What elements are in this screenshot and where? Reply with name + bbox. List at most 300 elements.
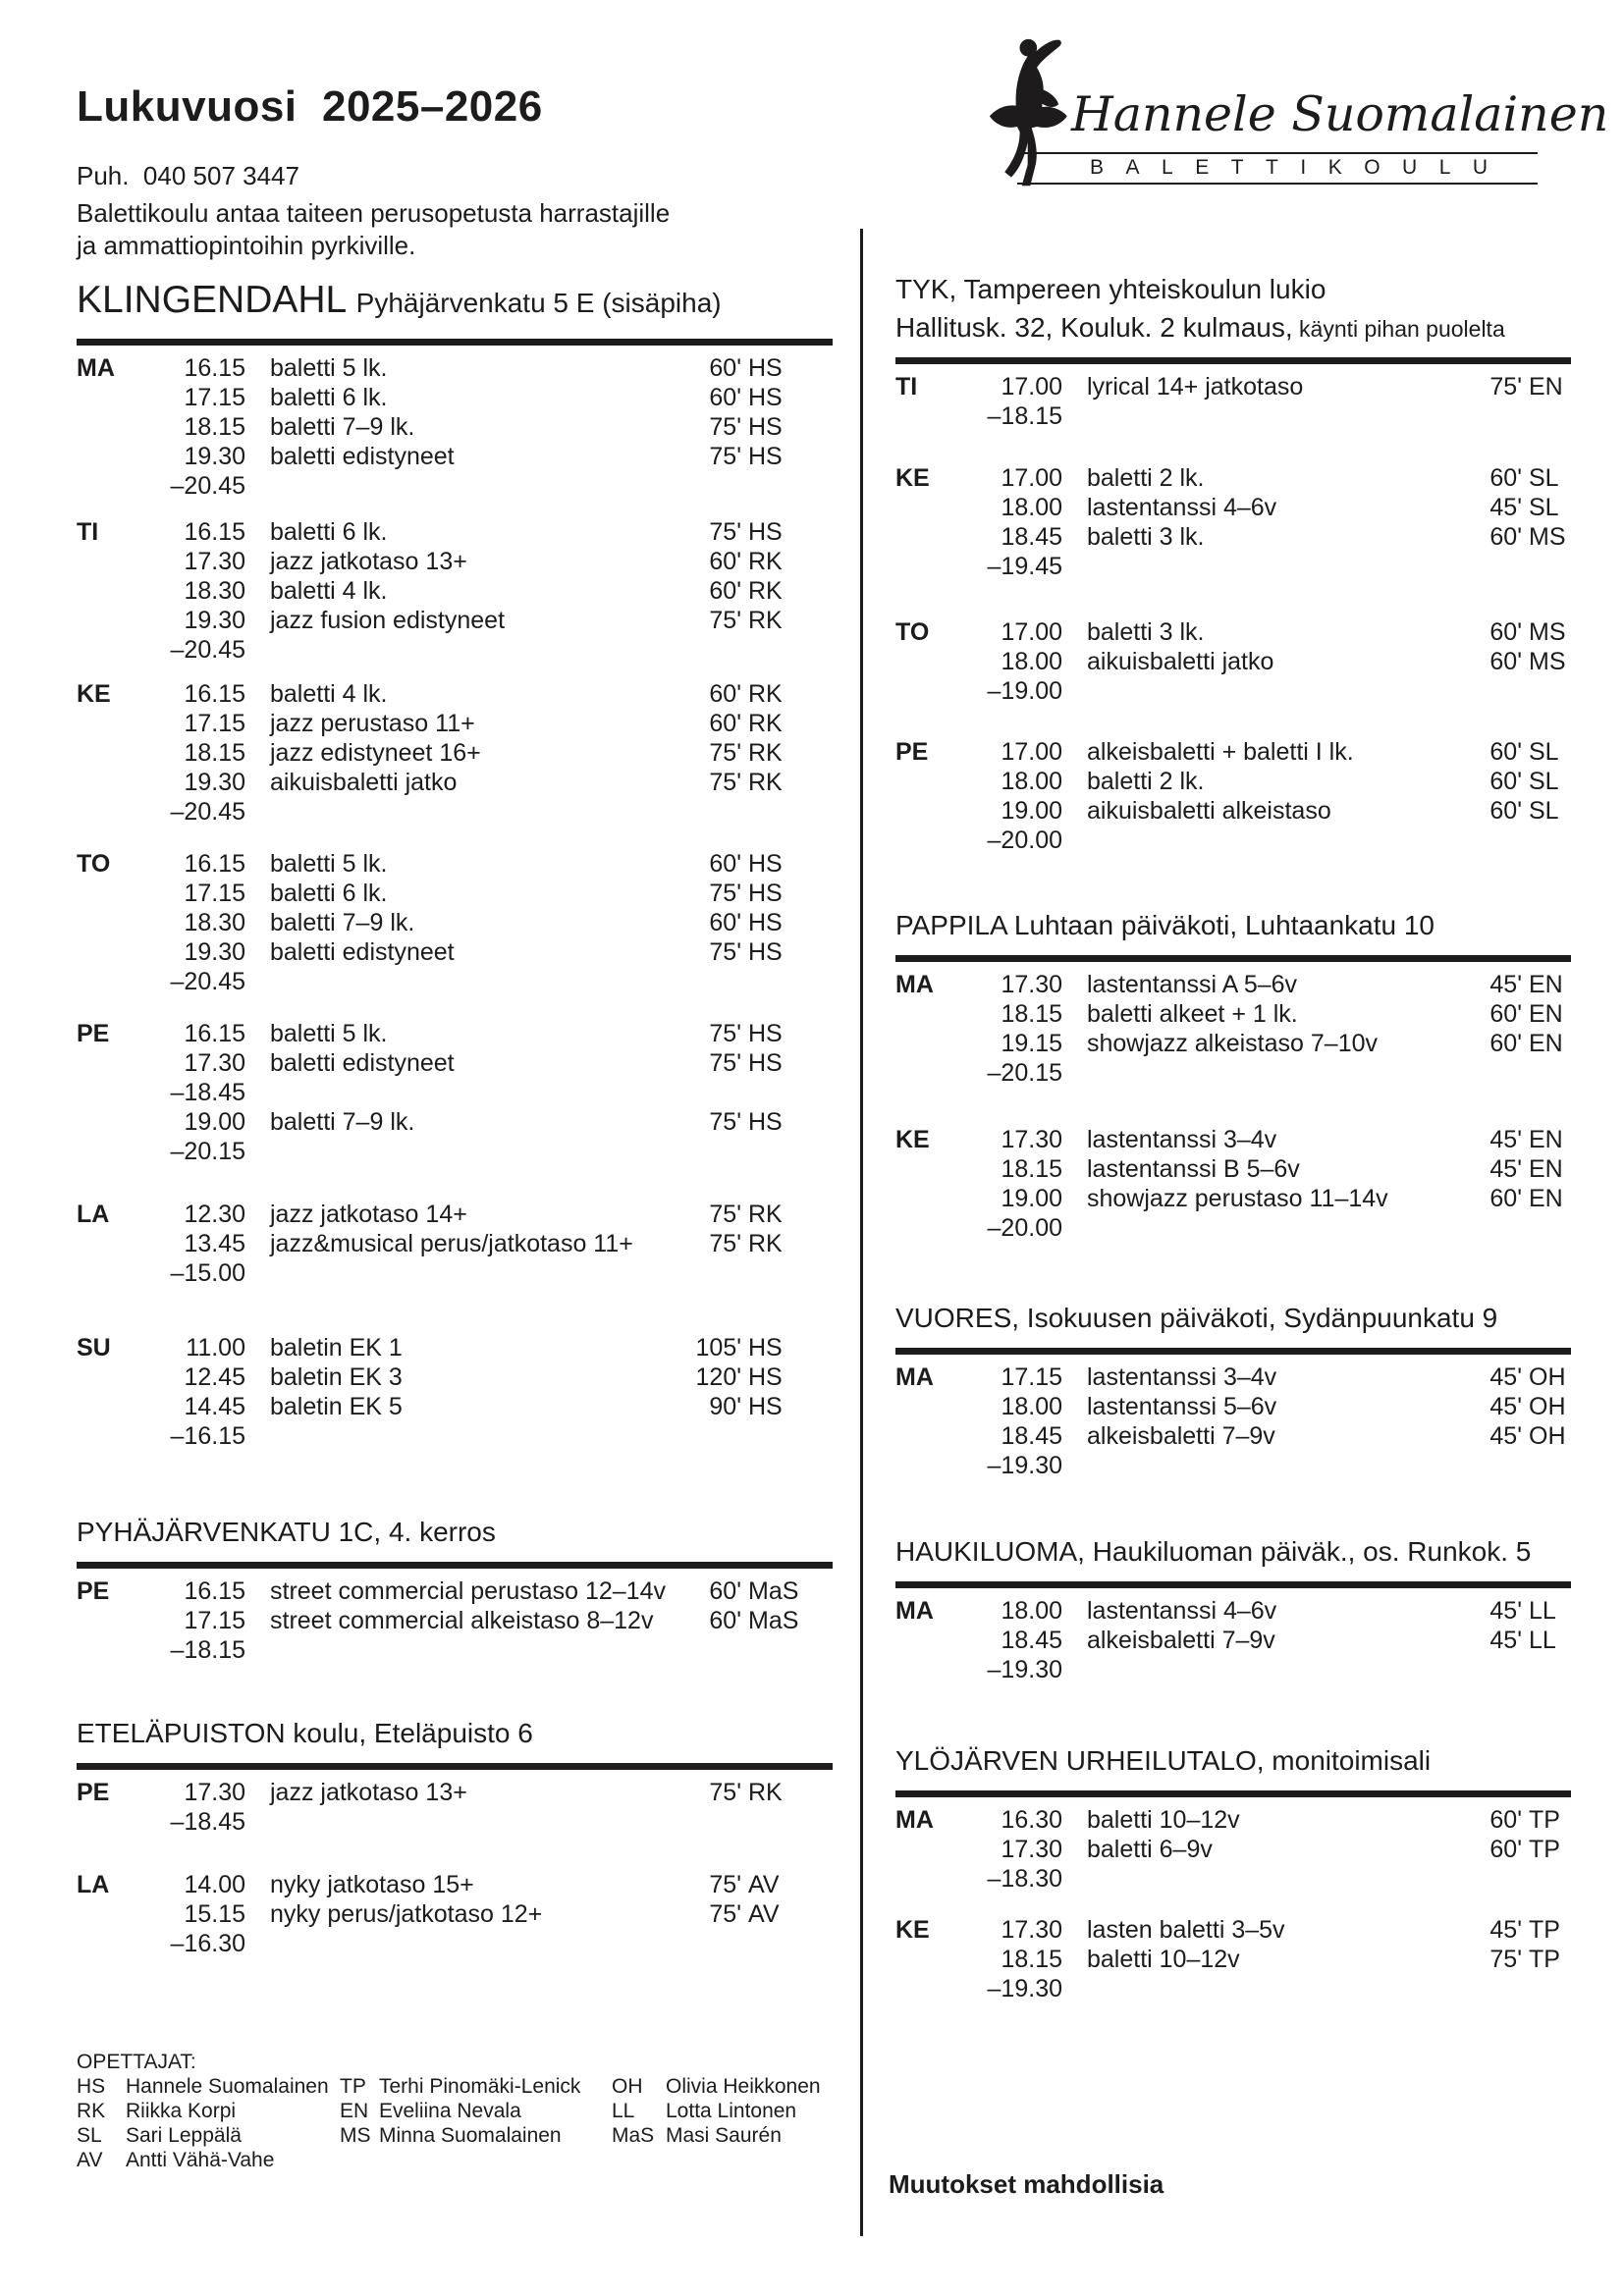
class-time: –20.45 <box>170 636 245 664</box>
day-label: MA <box>895 1363 934 1391</box>
class-row <box>895 1154 1563 1184</box>
section-title <box>895 1302 1571 1340</box>
class-time: 17.15 <box>184 880 245 907</box>
class-name: baletti edistyneet <box>270 1049 455 1077</box>
class-duration <box>1461 826 1522 855</box>
day-label <box>77 908 128 937</box>
school-description <box>77 197 670 262</box>
day-block-su <box>77 1333 833 1451</box>
class-name: lastentanssi 5–6v <box>1087 1393 1277 1420</box>
class-name <box>245 471 680 501</box>
teacher-row <box>612 2074 821 2099</box>
day-label <box>895 826 945 855</box>
class-duration <box>680 1929 741 1958</box>
class-name: baletti 7–9 lk. <box>270 909 415 936</box>
day-label <box>895 522 945 552</box>
teacher-code: HS <box>748 850 783 878</box>
teacher-code: RK <box>748 769 783 796</box>
class-row <box>77 709 785 738</box>
teacher-name: Lotta Lintonen <box>666 2100 797 2122</box>
class-duration <box>1461 676 1522 706</box>
teacher-code: EN <box>1529 1126 1563 1153</box>
end-time-row <box>895 1213 1563 1243</box>
class-duration: 75' <box>709 769 741 796</box>
class-time: 18.00 <box>1001 1393 1062 1420</box>
teachers-columns <box>77 2074 842 2182</box>
teacher-code: EN <box>1529 1155 1563 1183</box>
phone-line: Puh. 040 507 3447 <box>77 161 299 190</box>
teacher-code: HS <box>748 1334 783 1362</box>
day-list <box>77 1770 833 1958</box>
section-title <box>895 1744 1571 1783</box>
section-pappila <box>895 909 1571 1243</box>
class-duration: 45' <box>1489 1155 1522 1183</box>
class-name <box>245 1258 680 1288</box>
teacher-row <box>612 2099 821 2123</box>
day-label: TO <box>77 850 111 878</box>
day-label <box>895 1184 945 1213</box>
teacher-code: LL <box>1529 1597 1556 1625</box>
day-label <box>77 1392 128 1421</box>
class-row <box>77 1048 785 1078</box>
teacher-code: RK <box>748 1201 783 1228</box>
class-duration: 60' <box>1489 1836 1522 1863</box>
class-time: –15.00 <box>170 1259 245 1287</box>
teacher-row <box>77 2148 329 2172</box>
class-name: aikuisbaletti jatko <box>1087 648 1274 675</box>
teacher-name: Masi Saurén <box>666 2124 782 2147</box>
teachers-section <box>77 2050 842 2182</box>
class-time: 13.45 <box>184 1230 245 1257</box>
teacher-code: HS <box>748 938 783 966</box>
class-name: street commercial perustaso 12–14v <box>270 1577 666 1605</box>
day-block-ti <box>895 372 1571 431</box>
class-duration: 60' <box>1489 1030 1522 1057</box>
class-time: 18.45 <box>1001 1422 1062 1450</box>
section-rule <box>895 1348 1571 1355</box>
end-time-row <box>77 967 785 996</box>
day-label <box>77 709 128 738</box>
class-time: 17.15 <box>184 710 245 737</box>
day-label <box>77 442 128 471</box>
teachers-column <box>612 2074 821 2148</box>
section-title <box>77 1717 833 1755</box>
class-name: baletti 4 lk. <box>270 680 388 708</box>
class-name <box>245 1421 680 1451</box>
class-name <box>1062 1974 1461 2003</box>
class-name: lastentanssi 3–4v <box>1087 1363 1277 1391</box>
teacher-code: TP <box>1529 1946 1560 1973</box>
class-name: baletti 6 lk. <box>270 518 388 546</box>
section-title <box>895 273 1571 349</box>
class-time: 19.00 <box>184 1108 245 1136</box>
teacher-code: MaS <box>748 1607 799 1634</box>
class-duration: 75' <box>709 1108 741 1136</box>
class-row <box>77 1392 785 1421</box>
class-row <box>77 849 785 879</box>
day-block-ma <box>895 1805 1571 1894</box>
teacher-code: RK <box>77 2100 106 2122</box>
teacher-code: MaS <box>748 1577 799 1605</box>
class-time: 17.00 <box>1001 373 1062 400</box>
day-block-pe <box>77 1576 833 1665</box>
class-time: 19.30 <box>184 607 245 634</box>
class-time: –19.30 <box>987 1975 1062 2002</box>
class-time: –18.15 <box>987 402 1062 430</box>
day-label: TO <box>895 618 930 646</box>
class-row <box>895 647 1566 676</box>
end-time-row <box>895 676 1563 706</box>
class-duration <box>680 1078 741 1107</box>
class-duration <box>1461 1655 1522 1684</box>
teacher-code: HS <box>77 2075 106 2098</box>
teacher-code: EN <box>340 2100 369 2122</box>
class-time: 17.30 <box>184 1779 245 1806</box>
class-time: 18.00 <box>1001 768 1062 795</box>
class-duration: 60' <box>1489 464 1522 492</box>
section-rule <box>895 357 1571 364</box>
class-duration: 75' <box>709 1871 741 1898</box>
class-time: 18.15 <box>1001 1000 1062 1028</box>
class-row <box>77 606 785 635</box>
teacher-code <box>741 797 785 827</box>
teacher-name: Riikka Korpi <box>126 2100 237 2122</box>
class-duration <box>1461 1213 1522 1243</box>
teacher-code <box>1522 401 1563 431</box>
footer-note: Muutokset mahdollisia <box>889 2169 1164 2199</box>
class-duration: 60' <box>709 909 741 936</box>
class-row <box>77 576 785 606</box>
class-name: baletin EK 3 <box>270 1363 403 1391</box>
teacher-code: RK <box>748 739 783 767</box>
class-time: 18.45 <box>1001 523 1062 551</box>
teacher-code: EN <box>1529 1000 1563 1028</box>
class-time: 16.15 <box>184 850 245 878</box>
teacher-code: OH <box>1529 1393 1566 1420</box>
end-time-row <box>895 552 1563 581</box>
class-time: 18.15 <box>184 739 245 767</box>
teacher-code <box>741 471 785 501</box>
day-label: PE <box>895 738 929 766</box>
section-rule <box>895 1581 1571 1588</box>
class-duration: 75' <box>709 1201 741 1228</box>
teacher-code: AV <box>77 2149 103 2171</box>
day-label <box>77 1421 128 1451</box>
class-duration: 60' <box>1489 1000 1522 1028</box>
day-label <box>895 796 945 826</box>
day-label <box>895 1974 945 2003</box>
class-name: baletti 6 lk. <box>270 384 388 411</box>
class-time: –18.45 <box>170 1079 245 1106</box>
day-label: KE <box>895 1126 930 1153</box>
day-block-pe <box>895 737 1571 855</box>
class-time: 17.30 <box>184 1049 245 1077</box>
class-time: 11.00 <box>186 1334 245 1362</box>
class-duration: 75' <box>709 518 741 546</box>
class-duration <box>680 797 741 827</box>
class-duration: 60' <box>709 354 741 382</box>
class-duration: 75' <box>709 880 741 907</box>
day-label <box>895 1421 945 1451</box>
class-name: nyky jatkotaso 15+ <box>270 1871 474 1898</box>
day-label <box>77 412 128 442</box>
day-label: KE <box>77 680 111 708</box>
day-list <box>895 1355 1571 1480</box>
day-label: LA <box>77 1201 110 1228</box>
class-name <box>1062 1864 1461 1894</box>
class-duration <box>1461 552 1522 581</box>
class-name: lastentanssi A 5–6v <box>1087 971 1298 998</box>
day-label <box>895 999 945 1029</box>
class-row <box>895 1945 1563 1974</box>
day-label <box>895 1451 945 1480</box>
class-duration: 75' <box>709 1779 741 1806</box>
class-time: 16.15 <box>184 680 245 708</box>
day-label <box>77 1107 128 1137</box>
class-duration: 60' <box>1489 738 1522 766</box>
class-row <box>77 738 785 768</box>
section-rule <box>895 955 1571 962</box>
class-time: 18.15 <box>184 413 245 441</box>
class-time: –20.00 <box>987 1214 1062 1242</box>
section-title <box>77 278 833 331</box>
teacher-code: TP <box>1529 1806 1560 1834</box>
teacher-code: MS <box>340 2124 371 2147</box>
class-time: 16.30 <box>1001 1806 1062 1834</box>
teacher-code <box>1522 1864 1563 1894</box>
day-block-ke <box>895 1915 1571 2003</box>
day-label <box>895 1626 945 1655</box>
class-duration: 120' <box>695 1363 741 1391</box>
teacher-code: HS <box>748 384 783 411</box>
class-name: street commercial alkeistaso 8–12v <box>270 1607 654 1634</box>
class-duration: 75' <box>709 1900 741 1928</box>
end-time-row <box>77 1929 785 1958</box>
teacher-code: HS <box>748 354 783 382</box>
day-label: PE <box>77 1779 110 1806</box>
class-duration <box>680 1635 741 1665</box>
class-time: 17.30 <box>1001 1126 1062 1153</box>
class-name <box>1062 552 1461 581</box>
day-label: MA <box>895 971 934 998</box>
day-list <box>77 346 833 1451</box>
section-rule <box>77 1562 833 1569</box>
description-line-1: Balettikoulu antaa taiteen perusopetusta harrastajille <box>77 198 671 228</box>
teacher-row <box>77 2074 329 2099</box>
section-etelapuiston <box>77 1717 833 1958</box>
ballerina-icon <box>987 37 1071 192</box>
teacher-code <box>741 967 785 996</box>
day-label <box>77 471 128 501</box>
class-row <box>895 737 1563 767</box>
class-row <box>77 547 785 576</box>
day-label <box>895 647 945 676</box>
class-time: 12.45 <box>184 1363 245 1391</box>
day-label <box>77 1929 128 1958</box>
class-duration <box>680 967 741 996</box>
class-time: 17.15 <box>1001 1363 1062 1391</box>
day-label <box>895 1392 945 1421</box>
class-row <box>895 970 1563 999</box>
class-time: 18.30 <box>184 909 245 936</box>
class-name: baletti 5 lk. <box>270 850 388 878</box>
class-time: 18.15 <box>1001 1946 1062 1973</box>
class-duration <box>680 1807 741 1837</box>
teacher-code: EN <box>1529 373 1563 400</box>
section-vuores <box>895 1302 1571 1480</box>
class-duration: 75' <box>709 1020 741 1047</box>
day-label <box>77 1229 128 1258</box>
class-row <box>77 1606 799 1635</box>
class-duration: 75' <box>709 938 741 966</box>
class-name: baletin EK 5 <box>270 1393 403 1420</box>
teacher-code <box>1522 1058 1563 1088</box>
class-row <box>77 517 785 547</box>
class-row <box>77 442 785 471</box>
day-label <box>77 1078 128 1107</box>
teacher-code: RK <box>748 680 783 708</box>
teacher-code: SL <box>1529 464 1559 492</box>
day-block-to <box>77 849 833 996</box>
day-label <box>77 1048 128 1078</box>
class-row <box>895 1029 1563 1058</box>
day-label <box>895 1154 945 1184</box>
day-block-pe <box>77 1019 833 1166</box>
teacher-code: HS <box>748 1363 783 1391</box>
class-time: 12.30 <box>184 1201 245 1228</box>
class-name: nyky perus/jatkotaso 12+ <box>270 1900 543 1928</box>
day-block-ke <box>895 463 1571 581</box>
end-time-row <box>77 1421 785 1451</box>
school-logo <box>987 35 1609 197</box>
class-name: alkeisbaletti 7–9v <box>1087 1627 1275 1654</box>
teacher-code: RK <box>748 710 783 737</box>
section-title-line: PYHÄJÄRVENKATU 1C, 4. kerros <box>77 1517 496 1547</box>
teacher-row <box>340 2074 580 2099</box>
teacher-code: SL <box>1529 738 1559 766</box>
class-name: lasten baletti 3–5v <box>1087 1916 1285 1944</box>
class-duration: 75' <box>709 739 741 767</box>
teacher-code <box>741 1078 785 1107</box>
day-block-la <box>77 1870 833 1958</box>
day-block-ke <box>895 1125 1571 1243</box>
teacher-code <box>1522 676 1563 706</box>
class-name: lyrical 14+ jatkotaso <box>1087 373 1304 400</box>
teacher-code: SL <box>1529 797 1559 825</box>
teacher-code: HS <box>748 413 783 441</box>
class-name <box>1062 401 1461 431</box>
class-name <box>1062 676 1461 706</box>
class-duration: 75' <box>1489 373 1522 400</box>
class-name: baletti 3 lk. <box>1087 618 1205 646</box>
teacher-code <box>1522 826 1563 855</box>
day-block-ma <box>77 353 833 501</box>
day-label <box>895 1655 945 1684</box>
class-name: lastentanssi 4–6v <box>1087 1597 1277 1625</box>
class-time: 17.30 <box>1001 971 1062 998</box>
end-time-row <box>895 1451 1563 1480</box>
class-row <box>77 412 785 442</box>
class-duration: 45' <box>1489 1627 1522 1654</box>
class-name <box>1062 1213 1461 1243</box>
class-row <box>895 767 1563 796</box>
class-time: 19.30 <box>184 769 245 796</box>
day-label <box>895 767 945 796</box>
class-time: 19.15 <box>1001 1030 1062 1057</box>
section-haukiluoma <box>895 1535 1571 1684</box>
class-time: –19.30 <box>987 1656 1062 1683</box>
teacher-code: RK <box>748 607 783 634</box>
class-name: baletti 7–9 lk. <box>270 1108 415 1136</box>
class-time: –16.30 <box>170 1930 245 1957</box>
day-label <box>77 768 128 797</box>
day-label <box>77 937 128 967</box>
class-name: jazz edistyneet 16+ <box>270 739 481 767</box>
end-time-row <box>77 1635 785 1665</box>
class-name: aikuisbaletti jatko <box>270 769 458 796</box>
class-name <box>245 1137 680 1166</box>
teacher-code: LL <box>1529 1627 1556 1654</box>
class-row <box>77 768 785 797</box>
class-duration <box>680 1137 741 1166</box>
day-list <box>895 1588 1571 1684</box>
day-label: TI <box>895 373 918 400</box>
class-duration: 75' <box>709 413 741 441</box>
class-duration: 75' <box>709 1230 741 1257</box>
day-label <box>77 606 128 635</box>
teacher-code: TP <box>1529 1916 1560 1944</box>
class-row <box>77 1200 785 1229</box>
class-time: 17.00 <box>1001 464 1062 492</box>
logo-school-type: BALETTIKOULU <box>1090 156 1510 179</box>
class-time: 19.30 <box>184 938 245 966</box>
class-name: jazz jatkotaso 13+ <box>270 548 467 575</box>
class-row <box>77 383 785 412</box>
end-time-row <box>77 1137 785 1166</box>
teacher-name: Minna Suomalainen <box>379 2124 562 2147</box>
class-time: 18.30 <box>184 577 245 605</box>
day-label: MA <box>895 1806 934 1834</box>
teacher-code: MS <box>1529 648 1566 675</box>
class-duration: 60' <box>709 577 741 605</box>
class-name: aikuisbaletti alkeistaso <box>1087 797 1331 825</box>
day-label <box>77 635 128 665</box>
class-row <box>895 493 1563 522</box>
day-list <box>895 364 1571 855</box>
day-label <box>77 967 128 996</box>
class-name <box>1062 1451 1461 1480</box>
class-row <box>77 1107 785 1137</box>
class-row <box>895 1392 1566 1421</box>
day-label <box>77 576 128 606</box>
end-time-row <box>895 1974 1563 2003</box>
class-time: 17.00 <box>1001 738 1062 766</box>
class-name: baletti 7–9 lk. <box>270 413 415 441</box>
teacher-code: SL <box>77 2124 102 2147</box>
day-block-ti <box>77 517 833 665</box>
section-title <box>895 909 1571 947</box>
class-time: 16.15 <box>184 1577 245 1605</box>
class-name: alkeisbaletti 7–9v <box>1087 1422 1275 1450</box>
day-label <box>895 1213 945 1243</box>
section-title-line: PAPPILA Luhtaan päiväkoti, Luhtaankatu 10 <box>895 910 1435 940</box>
class-time: 14.45 <box>184 1393 245 1420</box>
teachers-column <box>340 2074 580 2148</box>
class-row <box>895 1362 1566 1392</box>
class-time: –16.15 <box>170 1422 245 1450</box>
day-label <box>77 1362 128 1392</box>
class-time: –20.45 <box>170 472 245 500</box>
